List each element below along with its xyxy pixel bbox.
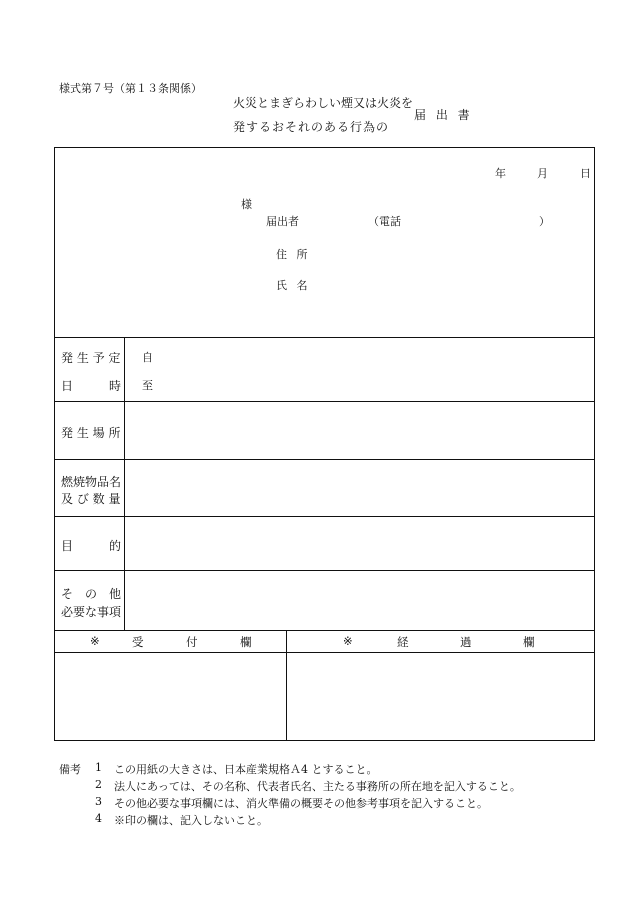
progress-area — [287, 653, 593, 740]
other-row — [55, 570, 593, 630]
title-suffix: 届 出 書 — [414, 108, 473, 122]
reception-mark: ※ — [90, 634, 100, 648]
form-number: 様式第７号（第１３条関係） — [59, 82, 202, 95]
date-year-label: 年 — [495, 167, 506, 180]
place-label: 発 生 場 所 — [61, 426, 121, 440]
materials-row — [55, 459, 593, 516]
note-4-number: 4 — [95, 812, 102, 825]
phone-label: （電話 — [368, 215, 401, 228]
schedule-label-line2: 日 時 — [61, 379, 122, 393]
other-label-line1: そ の 他 — [61, 587, 122, 601]
note-2-text: 法人にあっては、その名称、代表者氏名、主たる事務所の所在地を記入すること。 — [114, 780, 521, 793]
note-1-number: 1 — [95, 761, 102, 774]
title-line1: 火災とまぎらわしい煙又は火炎を — [233, 96, 414, 110]
note-4-text: ※印の欄は、記入しないこと。 — [114, 814, 268, 827]
address-label: 住 所 — [276, 248, 311, 261]
progress-mark: ※ — [343, 634, 353, 648]
name-label: 氏 名 — [276, 279, 311, 292]
phone-close: ） — [539, 215, 550, 228]
place-row — [55, 401, 593, 459]
other-label-line2: 必要な事項 — [61, 605, 122, 619]
reception-char-2: 付 — [186, 635, 198, 649]
note-3-text: その他必要な事項欄には、消火準備の概要その他参考事項を記入すること。 — [114, 797, 488, 810]
schedule-label-line1: 発 生 予 定 — [61, 351, 121, 365]
progress-char-1: 経 — [397, 635, 409, 649]
progress-char-3: 欄 — [523, 635, 535, 649]
schedule-to-label: 至 — [142, 379, 153, 392]
date-month-label: 月 — [537, 167, 548, 180]
schedule-row — [55, 337, 593, 401]
applicant-label: 届出者 — [266, 215, 299, 228]
addressee-suffix: 様 — [241, 198, 252, 211]
reception-char-3: 欄 — [240, 635, 252, 649]
note-1-text: この用紙の大きさは、日本産業規格Ａ4 とすること。 — [114, 763, 378, 776]
notification-form — [54, 147, 595, 741]
purpose-row — [55, 516, 593, 570]
applicant-section — [55, 148, 593, 337]
note-3-number: 3 — [95, 795, 102, 808]
reception-column-header — [55, 630, 286, 652]
schedule-from-label: 自 — [142, 351, 153, 364]
progress-column-header — [287, 630, 593, 652]
progress-char-2: 過 — [460, 635, 472, 649]
date-day-label: 日 — [580, 167, 591, 180]
title-line2: 発するおそれのある行為の — [233, 120, 390, 134]
materials-label-line2: 及 び 数 量 — [61, 492, 121, 506]
notes-heading: 備考 — [59, 763, 81, 776]
note-2-number: 2 — [95, 778, 102, 791]
reception-char-1: 受 — [132, 635, 144, 649]
purpose-label: 目 的 — [61, 539, 122, 553]
materials-label-line1: 燃焼物品名 — [61, 475, 122, 489]
reception-area — [55, 653, 286, 740]
